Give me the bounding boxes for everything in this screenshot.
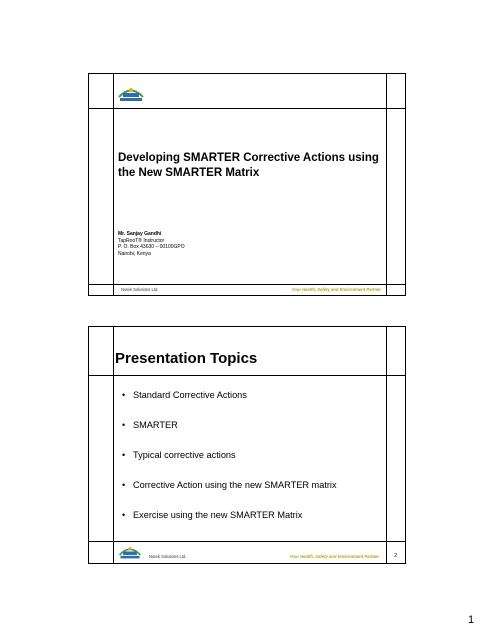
divider-vertical-right	[386, 327, 387, 563]
presenter-name: Mr. Sanjay Gandhi	[118, 231, 162, 237]
footer-tagline: Your Health, Safety and Environment Partner	[291, 287, 381, 292]
list-item: • Typical corrective actions	[120, 450, 382, 480]
list-item: • Standard Corrective Actions	[120, 390, 382, 420]
slide-1	[88, 73, 406, 296]
topics-list	[120, 390, 382, 540]
presenter-info	[118, 231, 185, 257]
slide-title: Presentation Topics	[115, 350, 258, 367]
presenter-role: TapRooT® Instructor	[118, 237, 165, 244]
company-logo-icon	[117, 542, 143, 561]
slide-2	[88, 326, 406, 564]
sheet-page-number: 1	[468, 614, 475, 626]
divider-horizontal-top	[89, 108, 405, 109]
footer-tagline: Your Health, Safety and Environment Partner	[289, 554, 379, 559]
slide-title: Developing SMARTER Corrective Actions using the New SMARTER Matrix	[118, 152, 379, 179]
presenter-address: P. O. Box 43630 – 00100GPO	[118, 244, 185, 250]
footer-company: Nutek Solutions Ltd.	[121, 287, 159, 292]
divider-horizontal-top	[89, 375, 405, 376]
footer-company: Nutek Solutions Ltd.	[149, 554, 187, 559]
list-item: • SMARTER	[120, 420, 382, 450]
slide-page-number: 2	[394, 553, 397, 559]
presenter-city: Nairobi, Kenya	[118, 250, 151, 257]
list-item: • Exercise using the new SMARTER Matrix	[120, 510, 382, 540]
company-logo-icon	[117, 82, 145, 104]
divider-vertical-left	[113, 327, 114, 563]
list-item: • Corrective Action using the new SMARTER matrix	[120, 480, 382, 510]
divider-horizontal-bottom	[89, 284, 405, 285]
